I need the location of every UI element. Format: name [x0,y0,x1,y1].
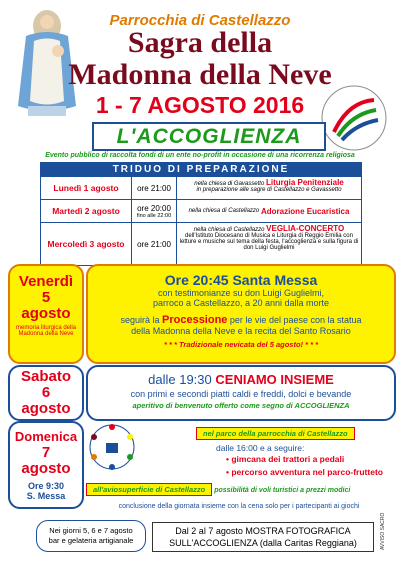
sunday-from: dalle 16:00 e a seguire: [216,443,305,453]
park-label-text: nel parco della parrocchia di Castellazzo [196,427,355,440]
sunday-item1-text: gimcana dei trattori a pedali [231,454,345,464]
theme-box: L'ACCOGLIENZA [92,122,326,151]
saturday-line2: aperitivo di benvenuto offerto come segno di ACCOGLIENZA [132,401,350,410]
sunday-program-box [86,421,392,517]
sunday-item1: • gimcana dei trattori a pedali [226,454,345,464]
exhibition-line2: SULL'ACCOGLIENZA (dalla Caritas Reggiana) [169,538,357,548]
triduo-detail: in preparazione alle sagre di Castellazzo e Gavassetto [196,187,342,193]
triduo-detail: dell'Istituto Diocesano di Musica e Liturgia di Reggio Emilia con letture e musiche sul tema della festa, l'accoglienza e sulla figura di don Luigi Guglielmi [179,233,359,251]
bar-note-line1: Nei giorni 5, 6 e 7 agosto [49,526,133,535]
sunday-num: 7 [41,444,51,461]
sunday-month: agosto [21,460,71,477]
friday-num: 5 [41,289,51,306]
sunday-day: Domenica [14,429,78,444]
sunday-item2: • percorso avventura nel parco-frutteto [226,467,383,477]
sunday-mass: S. Messa [26,491,66,501]
friday-procession: Processione [162,314,228,326]
sunday-item2-text: percorso avventura nel parco-frutteto [231,467,383,477]
air-line [86,483,392,496]
triduo-day: Lunedì 1 agosto [41,177,132,199]
friday-line2: parroco a Castellazzo, a 20 anni dalla morte [152,298,330,308]
triduo-time-value: ore 21:00 [137,239,171,249]
accoglienza-logo [86,421,138,473]
sunday-date-box [8,421,84,509]
sunday-mass-time: Ore 9:30 [27,481,65,491]
friday-heading: Ore 20:45 Santa Messa [164,272,318,288]
table-row [41,176,361,199]
parish-name: Parrocchia di Castellazzo [109,12,291,29]
exhibition-note-box [152,522,374,552]
festival-dates: 1 - 7 AGOSTO 2016 [95,92,305,118]
friday-line3-pre: seguirà la [120,315,162,325]
bar-note-line2: bar e gelateria artigianale [48,536,134,545]
triduo-time-value: ore 21:00 [137,183,171,193]
triduo-event: Adorazione Eucaristica [260,206,350,216]
triduo-event: VEGLIA-CONCERTO [266,224,345,233]
exhibition-line1: Dal 2 al 7 agosto MOSTRA FOTOGRAFICA [175,526,351,536]
bar-note-box [36,520,146,552]
triduo-place: nella chiesa di Gavassetto [194,181,265,187]
saturday-day: Sabato [20,368,71,385]
triduo-event: Liturgia Penitenziale [265,178,344,187]
friday-month: agosto [21,305,71,322]
triduo-time [132,200,177,222]
friday-note: memoria liturgica della Madonna della Neve [15,325,77,337]
friday-line1: con testimonianze su don Luigi Guglielmi, [157,288,325,298]
festival-title-line1: Sagra della [127,26,273,59]
friday-line5: * * * Tradizionale nevicata del 5 agosto! * * * [163,340,319,349]
saturday-title: CENIAMO INSIEME [215,372,334,387]
saturday-time: dalle 19:30 [148,372,212,387]
triduo-time-note: fino alle 22:00 [136,212,172,219]
friday-day: Venerdì [18,273,74,290]
triduo-time-value: ore 20:00 [137,203,171,213]
triduo-day: Martedì 2 agosto [41,200,132,222]
triduo-time [132,177,177,199]
saturday-heading [88,372,394,387]
triduo-heading: TRIDUO DI PREPARAZIONE [41,163,361,176]
event-note: Evento pubblico di raccolta fondi di un ente no-profit in occasione di una ricorrenza religiosa [45,152,355,159]
saturday-num: 6 [41,384,51,401]
festival-title-line2: Madonna della Neve [68,58,332,91]
table-row [41,199,361,222]
table-row [41,222,361,265]
air-text: possibilità di voli turistici a prezzi modici [214,487,351,494]
park-label [196,423,355,441]
triduo-place: nella chiesa di Castellazzo [193,227,265,233]
triduo-place: nella chiesa di Castellazzo [188,208,260,214]
sunday-closing: conclusione della giornata insieme con la cena solo per i partecipanti ai giochi [118,503,360,510]
friday-date-box [8,264,84,364]
triduo-day: Mercoledì 3 agosto [41,223,132,265]
triduo-desc [177,177,361,199]
saturday-month: agosto [21,400,71,417]
friday-program-box [86,264,396,364]
saturday-date-box [8,365,84,421]
friday-line3-post: per le vie del paese con la statua [227,315,362,325]
triduo-table [40,162,362,266]
saturday-line1: con primi e secondi piatti caldi e freddi, dolci e bevande [130,389,352,399]
triduo-time [132,223,177,265]
saturday-program-box [86,365,396,421]
friday-line4: della Madonna della Neve e la recita del Santo Rosario [131,326,351,336]
triduo-desc [177,200,361,222]
vertical-notice: AVVISO SACRO [380,512,386,550]
friday-line3 [88,314,394,326]
triduo-desc [177,223,361,265]
air-label: all'aviosuperficie di Castellazzo [86,483,212,496]
